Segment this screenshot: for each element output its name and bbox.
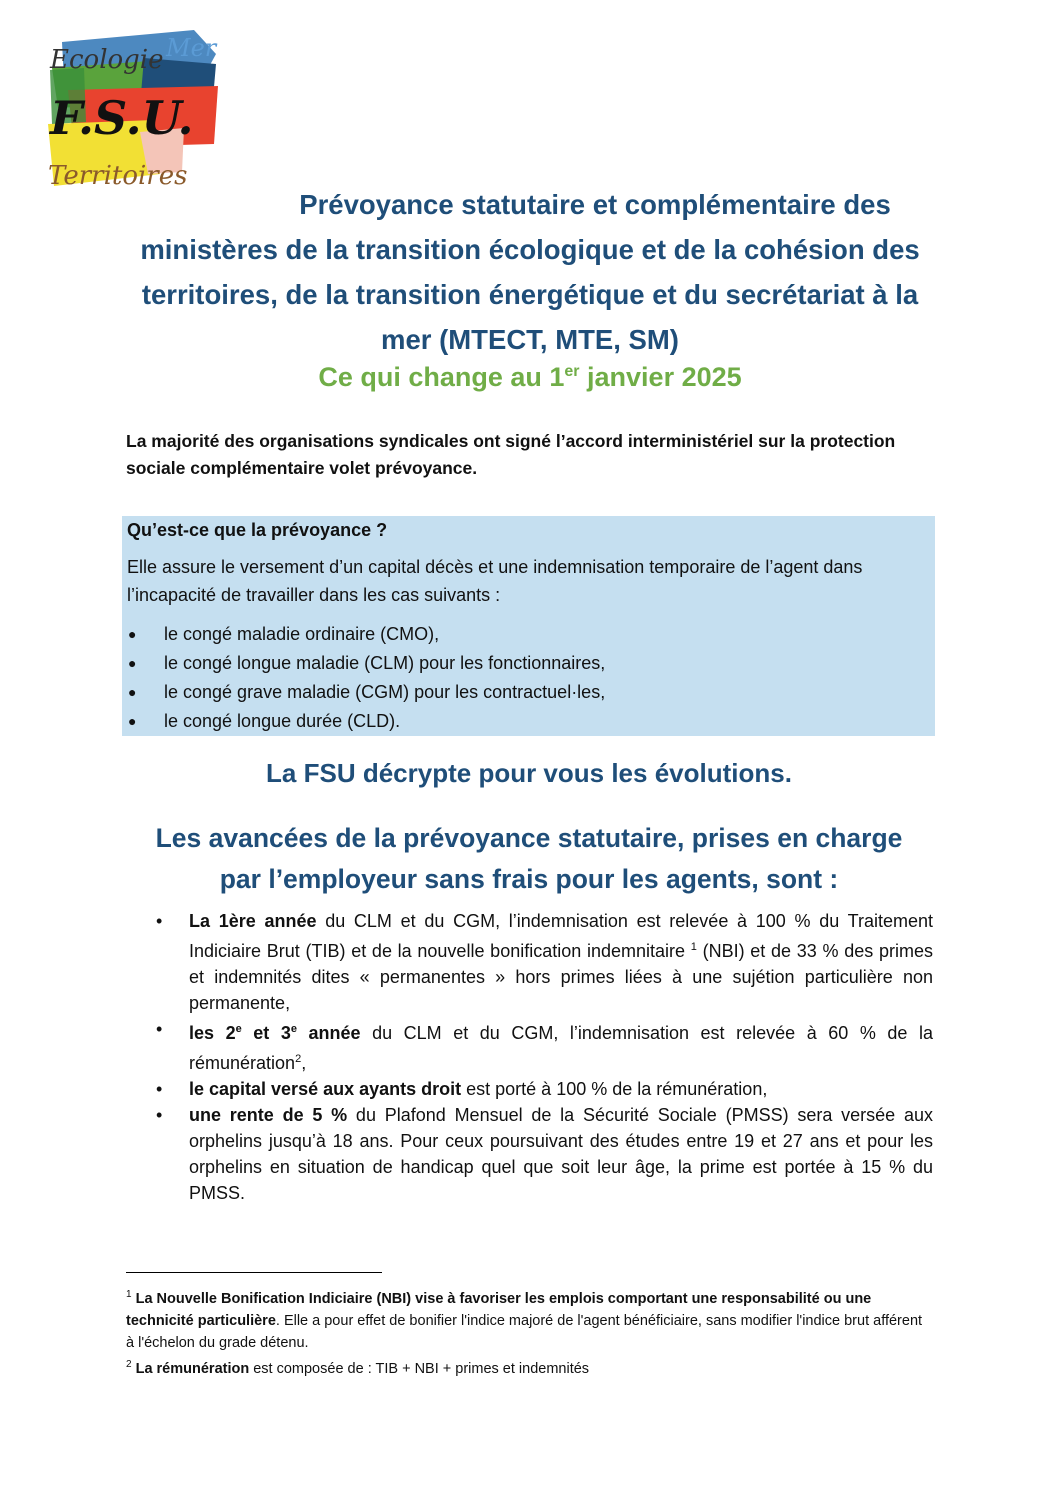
svg-text:F.S.U.: F.S.U. <box>50 91 194 145</box>
list-item: ● le congé maladie ordinaire (CMO), <box>122 620 605 649</box>
footnote-ref: 1 <box>690 941 697 953</box>
footnotes <box>126 1284 934 1380</box>
section-heading-decrypt: La FSU décrypte pour vous les évolutions. <box>266 758 792 788</box>
list-item: • le capital versé aux ayants droit est porté à 100 % de la rémunération, <box>150 1076 933 1102</box>
bullet-icon: ● <box>128 684 137 700</box>
svg-text:Territoires: Territoires <box>48 161 188 191</box>
svg-text:Ecologie: Ecologie <box>50 45 164 75</box>
document-title <box>120 182 940 362</box>
list-item: ● le congé longue maladie (CLM) pour les fonctionnaires, <box>122 649 605 678</box>
bullet-icon: ● <box>128 626 137 642</box>
bullet-icon: • <box>156 1019 163 1039</box>
footnote-2: $^2$ La rémunération est composée de : TIB + NBI + primes et indemnités <box>126 1358 590 1377</box>
intro-paragraph: La majorité des organisations syndicales ont signé l’accord interministériel sur la protection sociale complémentaire volet prévoyance. <box>126 431 896 478</box>
info-box <box>122 516 935 736</box>
info-box-question: Qu’est-ce que la prévoyance ? <box>127 520 388 540</box>
list-item: • une rente de 5 % du Plafond Mensuel de la Sécurité Sociale (PMSS) sera versée aux orphelins jusqu’à 18 ans. Pour ceux poursuivant des études entre 19 et 27 ans et pour les orphelins en situation de handicap quel que soit leur âge, la prime est portée à 15 % du PMSS. <box>150 1102 933 1206</box>
title-line-1: Prévoyance statutaire et complémentaire des <box>299 189 891 220</box>
title-line-3: territoires, de la transition énergétique et du secrétariat à la <box>141 279 919 310</box>
bullet-icon: ● <box>128 655 137 671</box>
footnote-ref: 2 <box>295 1053 302 1065</box>
list-item: • La 1ère année du CLM et du CGM, l’indemnisation est relevée à 100 % du Traitement Indiciaire Brut (TIB) et de la nouvelle bonification indemnitaire $^1$ (NBI) et de 33 % des primes et indemnités dites « permanentes » hors primes liées à une sujétion particulière non permanente, <box>150 908 933 1016</box>
info-box-list <box>122 620 605 736</box>
list-item: ● le congé grave maladie (CGM) pour les contractuel·les, <box>122 678 605 707</box>
fsu-logo <box>44 24 222 194</box>
list-item: ● le congé longue durée (CLD). <box>122 707 605 736</box>
bullet-icon: • <box>156 1079 163 1099</box>
section-heading-advances: Les avancées de la prévoyance statutaire, prises en charge par l’employeur sans frais pour les agents, sont : <box>155 823 903 894</box>
bullet-icon: ● <box>128 713 137 729</box>
bullet-icon: • <box>156 911 163 931</box>
advances-list <box>150 908 933 1206</box>
list-item: • les 2e et 3e année du CLM et du CGM, l’indemnisation est relevée à 60 % de la rémunération$^2$, <box>150 1016 933 1076</box>
svg-text:Mer: Mer <box>166 34 217 62</box>
info-box-description: Elle assure le versement d’un capital décès et une indemnisation temporaire de l’agent dans l’incapacité de travailler dans les cas suivants : <box>127 557 863 605</box>
title-line-2: ministères de la transition écologique et de la cohésion des <box>140 234 920 265</box>
document-subtitle: Ce qui change au 1er janvier 2025 <box>318 362 742 392</box>
footnote-1: $^1$ La Nouvelle Bonification Indiciaire (NBI) vise à favoriser les emplois comportant une responsabilité ou une technicité particulière. Elle a pour effet de bonifier l'indice majoré de l'agent bénéficiaire, sans modifier l'indice brut afférent à l'échelon du grade détenu. <box>126 1289 923 1351</box>
footnote-divider <box>126 1272 382 1273</box>
bullet-icon: • <box>156 1105 163 1125</box>
title-line-4: mer (MTECT, MTE, SM) <box>381 324 679 355</box>
